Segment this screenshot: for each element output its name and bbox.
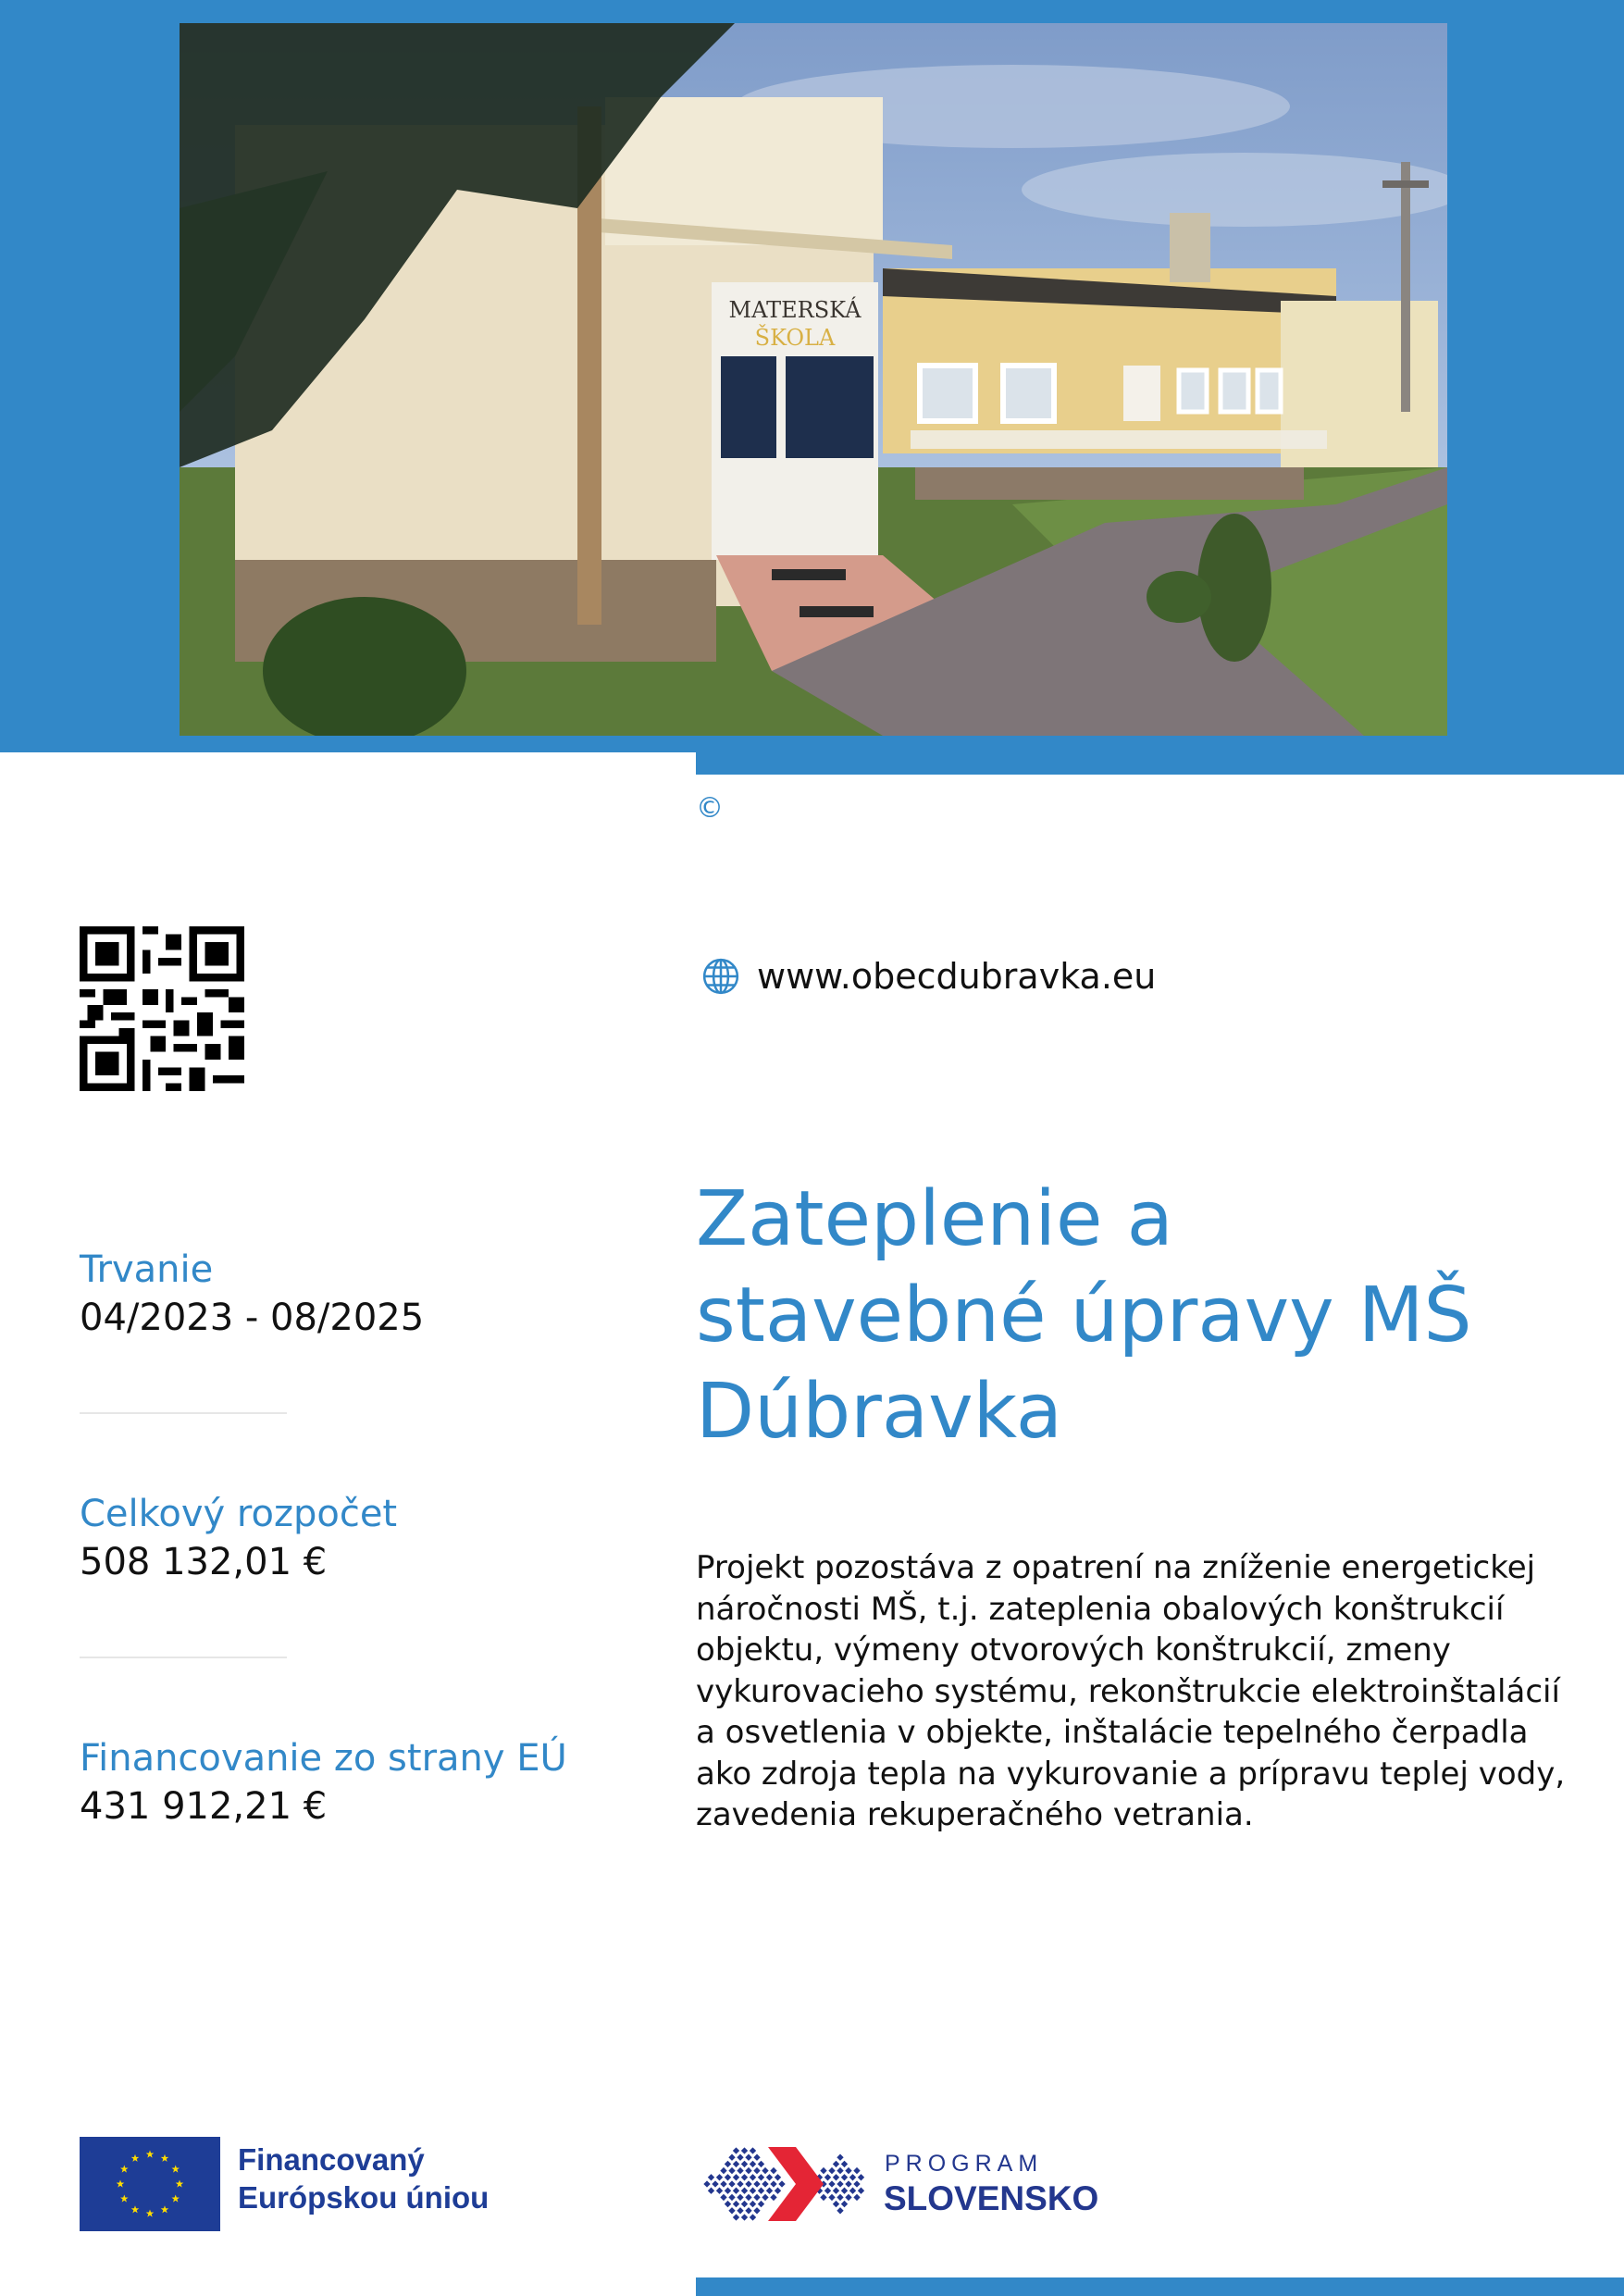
logo-dot [750, 2214, 756, 2220]
kindergarten-photo [180, 23, 1447, 736]
logo-dot [753, 2180, 760, 2187]
logo-dot [858, 2174, 864, 2180]
logo-dot [728, 2180, 735, 2187]
logo-dot [849, 2188, 856, 2194]
qr-code-icon[interactable] [80, 926, 244, 1091]
eu-funding-block [80, 1734, 567, 1831]
logo-dot [745, 2154, 751, 2161]
logo-dot [837, 2154, 843, 2161]
logo-dot [737, 2207, 743, 2214]
logo-dot [837, 2167, 843, 2174]
logo-dot [745, 2167, 751, 2174]
logo-dot [720, 2180, 726, 2187]
logo-dot [750, 2147, 756, 2153]
website-url[interactable]: www.obecdubravka.eu [757, 956, 1157, 997]
logo-dot [762, 2194, 768, 2201]
logo-dot [828, 2194, 835, 2201]
logo-dot [741, 2201, 748, 2207]
logo-dot [833, 2174, 839, 2180]
logo-dot [845, 2194, 851, 2201]
logo-dot [737, 2167, 743, 2174]
logo-dot [828, 2180, 835, 2187]
logo-dot [728, 2207, 735, 2214]
project-description: Projekt pozostáva z opatrení na zníženie energetickej náročnosti MŠ, t.j. zateplenia obalových konštrukcií objektu, výmeny otvorových konštrukcií, zmeny vykurovacieho systému, rekonštrukcie elektroinštalácií a osvetlenia v objekte, inštalácie tepelného čerpadla ako zdroja tepla na vykurovanie a prípravu teplej vody, zavedenia rekuperačného vetrania. [696, 1549, 1566, 1833]
program-label: PROGRAM [885, 2151, 1044, 2177]
logo-dot [725, 2161, 731, 2167]
logo-dot [750, 2174, 756, 2180]
logo-dot [849, 2174, 856, 2180]
logo-dot [725, 2174, 731, 2180]
logo-dot [820, 2194, 826, 2201]
sign-skola: ŠKOLA [754, 325, 836, 351]
logo-dot [708, 2188, 714, 2194]
logo-dot [733, 2214, 739, 2220]
logo-dot [766, 2174, 773, 2180]
eu-funding-value: 431 912,21 € [80, 1785, 328, 1828]
logo-dot [737, 2194, 743, 2201]
logo-dot [737, 2180, 743, 2187]
logo-dot [770, 2180, 776, 2187]
logo-dot [728, 2194, 735, 2201]
divider [80, 1657, 287, 1658]
logo-dot [737, 2154, 743, 2161]
logo-dot [753, 2207, 760, 2214]
project-title: Zateplenie a stavebné úpravy MŠ Dúbravka [696, 1175, 1472, 1456]
sign-materska: MATERSKÁ [728, 297, 862, 323]
logo-dot [753, 2167, 760, 2174]
duration-value: 04/2023 - 08/2025 [80, 1297, 425, 1339]
logo-dot [725, 2188, 731, 2194]
program-slovensko-logo [703, 2140, 870, 2228]
budget-value: 508 132,01 € [80, 1541, 328, 1583]
logo-dot [716, 2174, 723, 2180]
logo-dot [828, 2167, 835, 2174]
logo-dot [733, 2147, 739, 2153]
logo-dot [733, 2161, 739, 2167]
logo-dot [775, 2188, 781, 2194]
logo-dot [758, 2201, 764, 2207]
logo-dot [741, 2147, 748, 2153]
logo-dot [741, 2214, 748, 2220]
logo-dot [824, 2188, 831, 2194]
logo-dot [841, 2174, 848, 2180]
logo-dot [762, 2180, 768, 2187]
logo-dot [750, 2188, 756, 2194]
footer-strip [696, 2277, 1624, 2296]
accent-strip [696, 752, 1624, 775]
logo-dot [745, 2180, 751, 2187]
eu-flag-icon [80, 2137, 220, 2231]
logo-dot [833, 2201, 839, 2207]
website-link[interactable] [701, 956, 1156, 997]
logo-dot [845, 2180, 851, 2187]
logo-dot [778, 2180, 785, 2187]
logo-dot [728, 2154, 735, 2161]
logo-dot [741, 2188, 748, 2194]
eu-funding-label: Financovanie zo strany EÚ [80, 1737, 567, 1780]
logo-dot [841, 2188, 848, 2194]
logo-dot [720, 2167, 726, 2174]
slovensko-label: SLOVENSKO [884, 2179, 1099, 2217]
logo-dot [770, 2194, 776, 2201]
eu-funding-logo-text [238, 2141, 489, 2216]
budget-label: Celkový rozpočet [80, 1493, 398, 1535]
logo-dot [750, 2161, 756, 2167]
logo-dot [758, 2161, 764, 2167]
duration-block [80, 1246, 424, 1342]
logo-dot [775, 2174, 781, 2180]
logo-dot [762, 2167, 768, 2174]
logo-dot [753, 2154, 760, 2161]
logo-dot [733, 2201, 739, 2207]
logo-dot [725, 2201, 731, 2207]
logo-dot [837, 2180, 843, 2187]
logo-dot [824, 2174, 831, 2180]
logo-dot [853, 2167, 860, 2174]
logo-dot [833, 2188, 839, 2194]
logo-dot [766, 2188, 773, 2194]
logo-dot [733, 2174, 739, 2180]
logo-dot [733, 2188, 739, 2194]
logo-dot [728, 2167, 735, 2174]
logo-dot [770, 2167, 776, 2174]
copyright-mark: © [696, 792, 724, 825]
logo-dot [758, 2174, 764, 2180]
logo-dot [712, 2180, 718, 2187]
logo-dot [708, 2174, 714, 2180]
logo-dot [741, 2161, 748, 2167]
logo-dot [745, 2194, 751, 2201]
logo-dot [820, 2167, 826, 2174]
budget-block [80, 1490, 397, 1586]
logo-dot [858, 2188, 864, 2194]
logo-dot [750, 2201, 756, 2207]
logo-dot [837, 2194, 843, 2201]
eu-logo-line2: Európskou úniou [238, 2180, 490, 2215]
logo-dot [845, 2167, 851, 2174]
logo-dot [703, 2180, 710, 2187]
duration-label: Trvanie [80, 1248, 214, 1291]
divider [80, 1412, 287, 1414]
logo-dot [753, 2194, 760, 2201]
logo-dot [853, 2194, 860, 2201]
globe-icon [701, 957, 740, 996]
logo-dot [720, 2194, 726, 2201]
logo-dot [833, 2161, 839, 2167]
logo-dot [741, 2174, 748, 2180]
logo-dot [837, 2207, 843, 2214]
eu-logo-line1: Financovaný [238, 2142, 425, 2177]
logo-dot [841, 2201, 848, 2207]
logo-dot [716, 2188, 723, 2194]
logo-dot [745, 2207, 751, 2214]
logo-dot [853, 2180, 860, 2187]
logo-dot [841, 2161, 848, 2167]
logo-dot [758, 2188, 764, 2194]
